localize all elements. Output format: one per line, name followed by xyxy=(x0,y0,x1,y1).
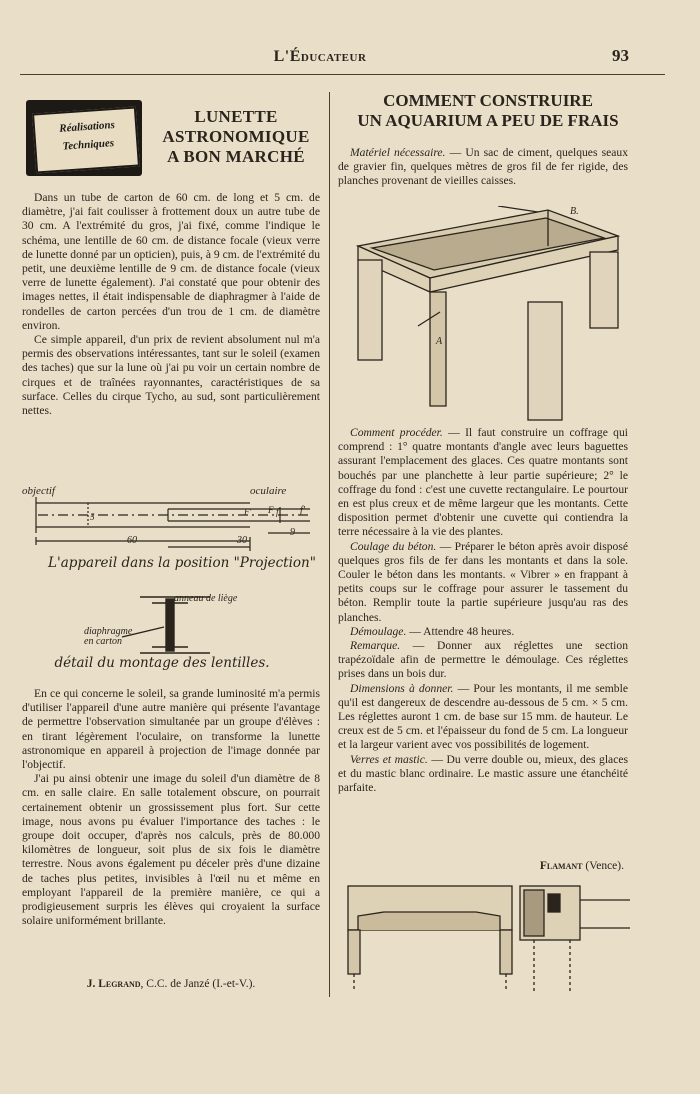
lead-verres: Verres et mastic. xyxy=(350,752,428,766)
label-diaphragme-line1: diaphragme xyxy=(84,626,133,637)
aquarium-perspective-diagram xyxy=(348,206,628,421)
label-F: F xyxy=(268,505,274,515)
label-F-prime: F' xyxy=(244,507,252,517)
label-objectif: objectif xyxy=(22,485,55,497)
title-line-1: LUNETTE xyxy=(194,107,278,126)
logo-line-2: Techniques xyxy=(62,137,115,153)
label-diaphragme xyxy=(84,627,132,647)
paragraph: Ce simple appareil, d'un prix de revient absolument nul m'a permis des observations intéressantes, tant sur le soleil (examen des taches) que sur la lune où j'ai pu voir un certain nombre de cirques et de traînées rayonnantes, caractéristiques de sa surface. Celles du cirque Tycho, au sud, sont particulièrement nettes. xyxy=(22,333,320,418)
author-place: (Vence). xyxy=(582,860,624,872)
aquarium-cross-section-diagram xyxy=(344,882,634,994)
title-line-2: ASTRONOMIQUE xyxy=(162,127,310,146)
diagram-label-a: A xyxy=(436,336,443,347)
aquarium-instructions xyxy=(338,426,628,795)
realisations-techniques-logo xyxy=(26,100,142,176)
journal-title: L'Éducateur xyxy=(273,48,367,65)
author-name: Flamant xyxy=(539,860,583,872)
text-remarque: — Donner aux réglettes une section trapézoïdale afin de permettre le démoulage. Ces réglettes prises dans un bois dur. xyxy=(338,639,628,681)
article-title-lunette xyxy=(150,107,322,167)
title-line-3: A BON MARCHÉ xyxy=(167,147,305,166)
lead-materiel: Matériel nécessaire. xyxy=(350,146,446,159)
paragraph: En ce qui concerne le soleil, sa grande luminosité m'a permis d'utiliser l'appareil d'une autre manière qui présente l'avantage de permettre l'observation simultanée par un groupe d'élèves : en tirant légèrement l'oculaire, on transforme la lunette astronomique en appareil à projection de l'image donnée par l'objectif. xyxy=(22,687,320,772)
paragraph: J'ai pu ainsi obtenir une image du soleil d'un diamètre de 8 cm. en salle claire. En salle totalement obscure, on pourrait certainement obtenir un grossissement plus fort. Sur cette image, nous avons pu évaluer l'importance des taches : le groupe doit occuper, d'après nos calculs, près de 80.000 kilomètres de longueur, soit plus de six fois le diamètre terrestre. Nous avons également pu déceler près d'une dizaine de taches plus petites, invisibles à l'œil nu et même en employant l'appareil de la première manière, ce qui a prodigieusement surpris les élèves qui croyaient la surface solaire uniformément brillante. xyxy=(22,772,320,928)
label-f: f xyxy=(276,507,279,517)
header-rule xyxy=(20,74,665,75)
logo-line-1: Réalisations xyxy=(58,118,116,135)
materiel-paragraph xyxy=(338,146,628,189)
text-coulage: — Préparer le béton après avoir disposé quelques gros fils de fer dans les montants et dans la sole. Couler le béton dans les montants. « Vibrer » en frappant à petits coups sur le coffrage pour assurer le tassement du béton. Remplir toute la partie supérieure jusqu'au ras des planches. xyxy=(338,539,628,624)
dimension-60: 60 xyxy=(127,535,137,546)
page-number: 93 xyxy=(612,46,629,65)
lunette-body-top xyxy=(22,191,320,418)
lead-procede: Comment procéder. xyxy=(350,426,443,439)
author-name: J. Legrand xyxy=(86,978,141,990)
label-f-prime: f' xyxy=(300,505,305,516)
text-procede: — Il faut construire un coffrage qui comprend : 1° quatre montants d'angle avec leurs baguettes assurant l'emplacement des glaces. Ces quatre montants sont bouchés par une planchette à leur partie supérieure; 2° le coffrage du fond : c'est une cuvette rectangulaire. Le pourtour en est plus creux et de même largeur que les montants. Cette disposition permet d'obtenir une cuvette qui contiendra la terre nécessaire à la vie des plantes. xyxy=(338,426,628,539)
column-divider xyxy=(329,92,330,997)
dimension-9: 9 xyxy=(290,527,295,538)
lead-remarque: Remarque. xyxy=(350,639,401,653)
article-title-aquarium xyxy=(338,91,638,131)
text-demoulage: — Attendre 48 heures. xyxy=(406,624,515,638)
author-signature-flamant xyxy=(338,860,624,872)
lead-demoulage: Démoulage. xyxy=(350,624,407,638)
figure-1-caption: L'appareil dans la position "Projection" xyxy=(48,555,316,571)
dimension-30: 30 xyxy=(237,535,247,546)
lead-coulage: Coulage du béton. xyxy=(350,539,437,553)
figure-2-caption: détail du montage des lentilles. xyxy=(54,655,270,671)
text-verres: — Du verre double ou, mieux, des glaces et du mastic blanc ordinaire. Le mastic assure une étanchéité parfaite. xyxy=(338,752,628,795)
author-affiliation: , C.C. de Janzé (I.-et-V.). xyxy=(140,978,256,990)
label-anneau-de-liege: anneau de liège xyxy=(174,593,238,604)
label-5: 5 xyxy=(90,512,95,522)
title-line-2: UN AQUARIUM A PEU DE FRAIS xyxy=(357,111,619,130)
paragraph: Dans un tube de carton de 60 cm. de long et 5 cm. de diamètre, j'ai fait coulisser à frottement doux un autre tube de 30 cm. A l'extrémité du gros, j'ai fixé, comme l'indique le schéma, une lentille de 60 cm. de distance focale (vieux verre de lunette donné par un opticien), puis, à 9 cm. de l'extrémité du petit, une deuxième lentille de 9 cm. de distance focale (vieux verre de lunette également). J'ai constaté que pour obtenir des images nettes, il était indispensable de diaphragmer à l'aide de rondelles de carton percées d'un trou de 1 cm. de diamètre environ. xyxy=(22,191,320,332)
text-materiel: — Un sac de ciment, quelques seaux de gravier fin, quelques mètres de gros fil de fer rigide, des planches provenant de vieilles caisses. xyxy=(338,146,628,188)
label-oculaire: oculaire xyxy=(250,485,287,497)
author-signature-legrand xyxy=(22,978,320,990)
diagram-label-b: B. xyxy=(570,206,579,217)
lead-dimensions: Dimensions à donner. xyxy=(350,681,454,695)
label-diaphragme-line2: en carton xyxy=(84,636,123,647)
title-line-1: COMMENT CONSTRUIRE xyxy=(383,91,593,110)
text-dimensions: — Pour les montants, il me semble qu'il est dangereux de descendre au-dessous de 5 cm. × 5 cm. Les réglettes auront 1 cm. de base sur 15 mm. de hauteur. Le creux est de 5 cm. et l'épaisseur du fond de 5 cm. La longueur et la largeur varient avec vos possibilités de logement. xyxy=(338,681,628,752)
lunette-body-bottom xyxy=(22,687,320,928)
